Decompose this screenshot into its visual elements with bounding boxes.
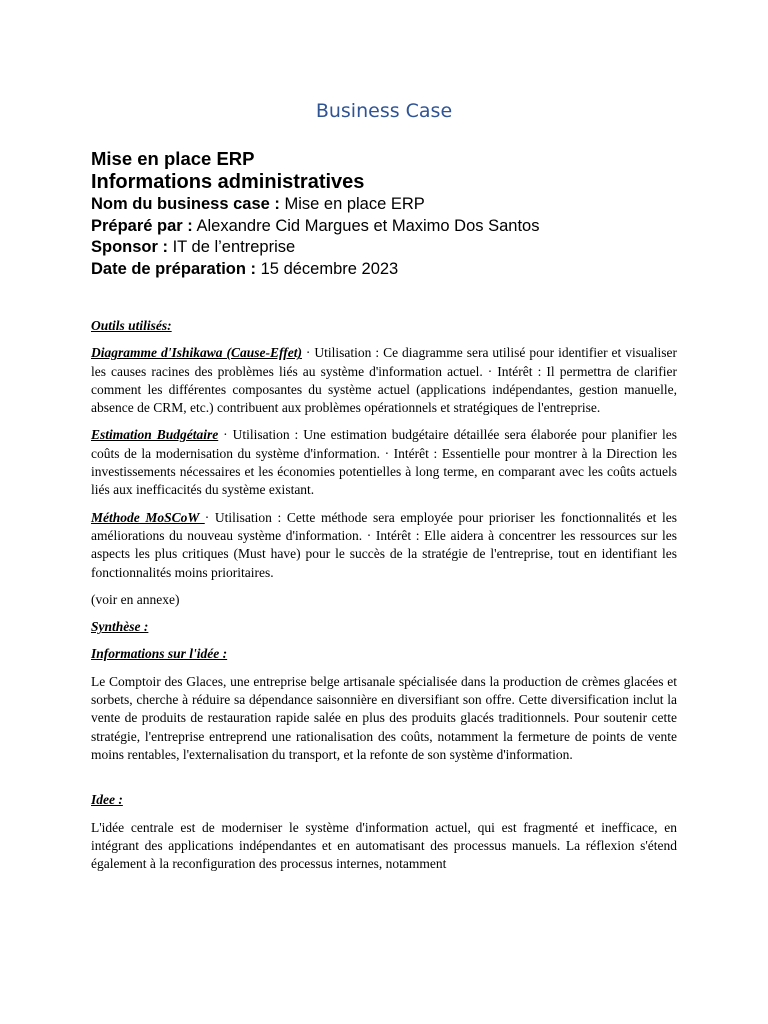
admin-row-prepared-by — [91, 216, 691, 238]
tool-text: · Utilisation : Une estimation budgétaire détaillée sera élaborée pour planifier les coûts de la modernisation du système d'information. · Intérêt : Essentielle pour montrer à la Direction les investissements nécessaires et les économies potentielles à long terme, en comparant avec les coûts actuels liés aux inefficacités du système existant. — [91, 427, 677, 498]
admin-row-name — [91, 194, 691, 216]
tool-name: Méthode MoSCoW — [91, 509, 205, 525]
tool-text: · Utilisation : Ce diagramme sera utilisé pour identifier et visualiser les causes racines des problèmes liés au système d'information actuel. · Intérêt : Il permettra de clarifier comment les différentes composantes du système actuel (applications indépendantes, gestion manuelle, absence de CRM, etc.) contribuent aux problèmes opérationnels et stratégiques de l'entreprise. — [91, 345, 677, 416]
admin-label: Préparé par : — [91, 216, 193, 235]
annex-note: (voir en annexe) — [91, 591, 180, 607]
document-title: Business Case — [315, 100, 453, 122]
document-body — [91, 317, 677, 873]
admin-row-date — [91, 259, 691, 281]
admin-value: Mise en place ERP — [279, 195, 425, 213]
idea-info-text: Le Comptoir des Glaces, une entreprise belge artisanale spécialisée dans la production de crèmes glacées et sorbets, cherche à réduire sa dépendance saisonnière en diversifiant son offre. Cette diversification inclut la vente de produits de restauration rapide salée en plus des produits glacés traditionnels. Pour soutenir cette stratégie, l'entreprise entreprend une rationalisation des coûts, notamment la fermeture de points de vente moins rentables, l'externalisation du transport, et la refonte de son système d'information. — [91, 673, 677, 762]
admin-label: Nom du business case : — [91, 195, 280, 213]
tool-name: Estimation Budgétaire — [91, 427, 219, 443]
idee-heading: Idee : — [91, 792, 123, 808]
tool-text: · Utilisation : Cette méthode sera employée pour prioriser les fonctionnalités et les améliorations du nouveau système d'information. · Intérêt : Elle aidera à concentrer les ressources sur les aspects les plus critiques (Must have) pour le succès de la stratégie de l'entreprise, tout en identifiant les fonctionnalités moins prioritaires. — [91, 509, 677, 580]
admin-value: Alexandre Cid Margues et Maximo Dos Santos — [192, 216, 540, 235]
tools-heading: Outils utilisés: — [91, 318, 172, 333]
tool-budget — [91, 426, 677, 499]
tool-moscow — [91, 509, 677, 582]
tool-name: Diagramme d'Ishikawa (Cause-Effet) — [91, 345, 302, 361]
admin-label: Date de préparation : — [91, 259, 257, 278]
admin-value: 15 décembre 2023 — [256, 259, 399, 278]
idee-text: L'idée centrale est de moderniser le système d'information actuel, qui est fragmenté et inefficace, en intégrant des applications indépendantes et en automatisant des processus manuels. La réflexion s'étend également à la reconfiguration des processus internes, notamment — [91, 819, 677, 872]
admin-block — [91, 148, 691, 280]
tool-ishikawa — [91, 344, 677, 417]
admin-section-title: Informations administratives — [91, 171, 365, 193]
admin-label: Sponsor : — [91, 238, 168, 256]
project-name: Mise en place ERP — [91, 148, 255, 169]
admin-row-sponsor — [91, 237, 691, 259]
idea-info-heading: Informations sur l'idée : — [91, 646, 228, 662]
admin-value: IT de l’entreprise — [168, 238, 296, 256]
synthese-heading: Synthèse : — [91, 619, 149, 635]
